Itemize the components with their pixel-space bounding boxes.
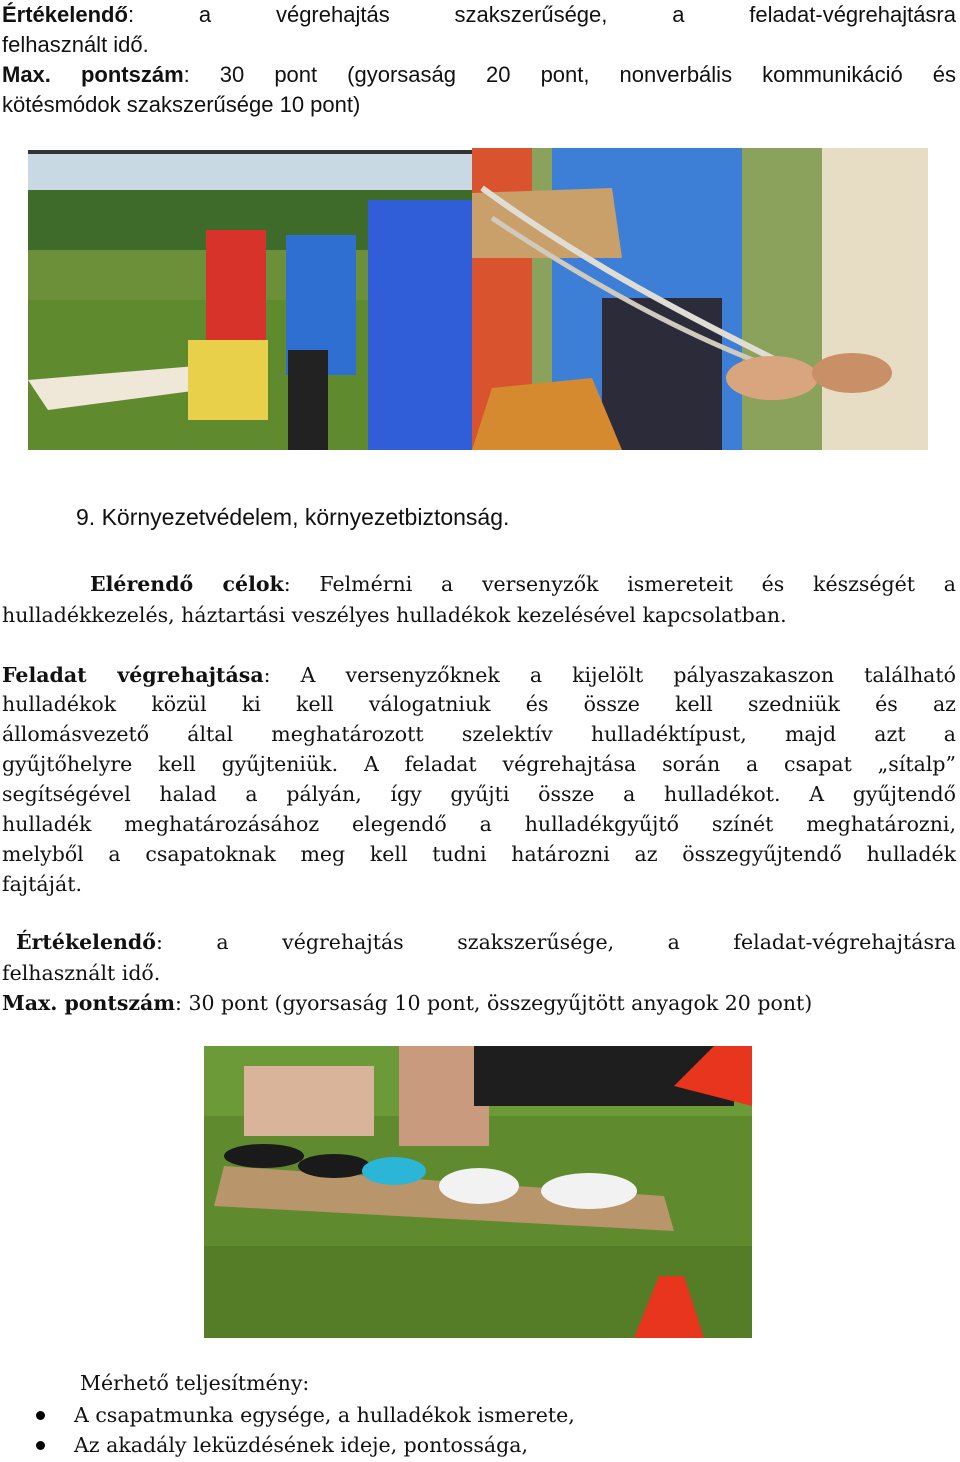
goals-line-1 bbox=[90, 572, 956, 596]
task-line-2: hulladékok közül ki kell válogatniuk és össze kell szedniük és az bbox=[2, 692, 956, 716]
eval-text: : a végrehajtás szakszerűsége, a feladat-végrehajtásra bbox=[127, 2, 956, 27]
task-line-8: fajtáját. bbox=[2, 872, 82, 896]
photo-blindfold-game-art bbox=[28, 150, 472, 450]
goals-line-2: hulladékkezelés, háztartási veszélyes hulladékok kezelésével kapcsolatban. bbox=[2, 603, 787, 627]
task-line-1 bbox=[2, 663, 956, 687]
max-label: Max. pontszám bbox=[2, 62, 184, 87]
eval9-line-1 bbox=[16, 930, 956, 954]
max-text: : 30 pont (gyorsaság 20 pont, nonverbális kommunikáció és bbox=[183, 62, 956, 87]
section-heading: 9. Környezetvédelem, környezetbiztonság. bbox=[76, 504, 510, 530]
task-text-1: : A versenyzőknek a kijelölt pályaszakaszon található bbox=[263, 663, 956, 687]
task-line-4: gyűjtőhelyre kell gyűjteniük. A feladat végrehajtása során a csapat „sítalp” bbox=[2, 752, 956, 776]
eval9-label: Értékelendő bbox=[16, 930, 156, 954]
eval-line-1 bbox=[2, 2, 956, 28]
photo-ski-walk-art bbox=[204, 1046, 752, 1338]
max-line-2: kötésmódok szakszerűsége 10 pont) bbox=[2, 92, 361, 117]
photo-rope-tying-art bbox=[472, 148, 928, 450]
photo-ski-walk bbox=[204, 1046, 752, 1338]
goals-label: Elérendő célok bbox=[90, 572, 284, 596]
max9-label: Max. pontszám bbox=[2, 991, 176, 1015]
task-line-3: állomásvezető által meghatározott szelektív hulladéktípust, majd azt a bbox=[2, 722, 956, 746]
list-item-text: A csapatmunka egysége, a hulladékok ismerete, bbox=[74, 1403, 575, 1427]
task-line-7: melyből a csapatoknak meg kell tudni határozni az összegyűjtendő hulladék bbox=[2, 842, 956, 866]
max-line-1 bbox=[2, 62, 956, 88]
eval-label: Értékelendő bbox=[2, 2, 128, 27]
eval9-line-2: felhasznált idő. bbox=[2, 961, 161, 985]
list-item-text: Az akadály leküzdésének ideje, pontossága, bbox=[74, 1433, 528, 1457]
photo-blindfold-game bbox=[28, 150, 472, 450]
measurable-list bbox=[36, 1400, 575, 1460]
bullet-icon bbox=[36, 1441, 45, 1450]
list-item bbox=[36, 1400, 575, 1430]
max9-line bbox=[2, 991, 812, 1015]
task-line-5: segítségével halad a pályán, így gyűjti össze a hulladékot. A gyűjtendő bbox=[2, 782, 956, 806]
task-label: Feladat végrehajtása bbox=[2, 663, 264, 687]
eval9-text: : a végrehajtás szakszerűsége, a feladat-végrehajtásra bbox=[155, 930, 956, 954]
list-item bbox=[36, 1430, 575, 1460]
eval-line-2: felhasznált idő. bbox=[2, 32, 149, 57]
goals-text: : Felmérni a versenyzők ismereteit és készségét a bbox=[283, 572, 956, 596]
photo-rope-tying bbox=[472, 148, 928, 450]
max9-text: : 30 pont (gyorsaság 10 pont, összegyűjtött anyagok 20 pont) bbox=[175, 991, 813, 1015]
bullet-icon bbox=[36, 1411, 45, 1420]
task-line-6: hulladék meghatározásához elegendő a hulladékgyűjtő színét meghatározni, bbox=[2, 812, 956, 836]
measurable-label: Mérhető teljesítmény: bbox=[80, 1371, 310, 1395]
